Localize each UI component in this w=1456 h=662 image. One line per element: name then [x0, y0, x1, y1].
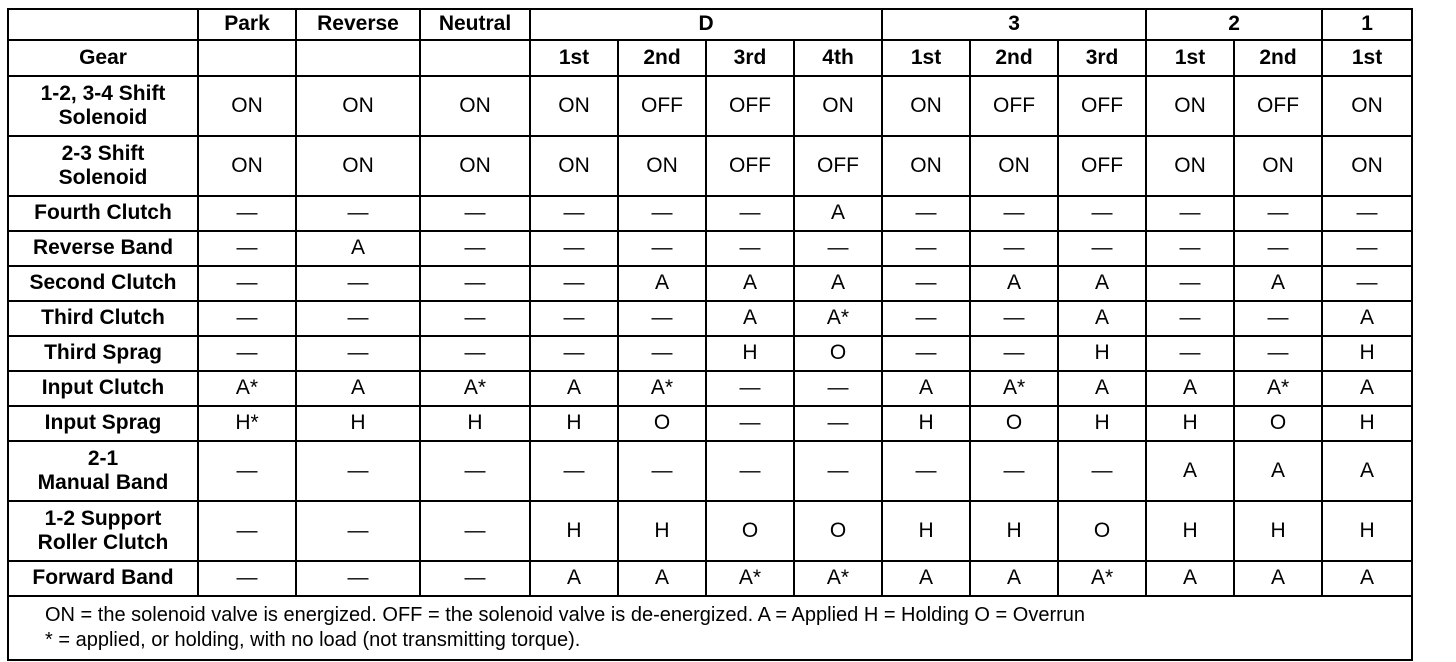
- status-cell: A: [1234, 266, 1322, 301]
- status-cell: —: [296, 561, 420, 596]
- table-row: [8, 136, 1412, 196]
- status-cell: —: [1058, 231, 1146, 266]
- status-cell: A*: [970, 371, 1058, 406]
- status-cell: ON: [296, 76, 420, 136]
- range-drive: D: [530, 9, 882, 40]
- table-row: [8, 76, 1412, 136]
- gear-cell: 3rd: [1058, 40, 1146, 76]
- row-label-line: 2-1: [87, 446, 119, 470]
- status-cell: H: [1322, 406, 1412, 441]
- table-row: [8, 406, 1412, 441]
- status-cell: H: [296, 406, 420, 441]
- legend-row: [8, 596, 1412, 660]
- status-cell: —: [530, 231, 618, 266]
- status-cell: —: [296, 266, 420, 301]
- table-row: [8, 231, 1412, 266]
- table-row: [8, 561, 1412, 596]
- status-cell: H: [1058, 336, 1146, 371]
- status-cell: A: [970, 266, 1058, 301]
- gear-cell: 4th: [794, 40, 882, 76]
- status-cell: —: [198, 336, 296, 371]
- status-cell: —: [198, 441, 296, 501]
- status-cell: H: [1322, 336, 1412, 371]
- status-cell: A: [1234, 561, 1322, 596]
- status-cell: OFF: [618, 76, 706, 136]
- status-cell: —: [618, 231, 706, 266]
- status-cell: A: [1058, 266, 1146, 301]
- gear-cell: 1st: [1146, 40, 1234, 76]
- status-cell: A: [1146, 561, 1234, 596]
- status-cell: —: [1058, 441, 1146, 501]
- status-cell: A: [296, 231, 420, 266]
- gear-cell: 3rd: [706, 40, 794, 76]
- row-label: [8, 266, 198, 301]
- status-cell: ON: [1322, 76, 1412, 136]
- status-cell: —: [198, 501, 296, 561]
- status-cell: A: [530, 561, 618, 596]
- status-cell: OFF: [794, 136, 882, 196]
- status-cell: —: [1146, 196, 1234, 231]
- status-cell: —: [198, 266, 296, 301]
- status-cell: ON: [1234, 136, 1322, 196]
- row-label: [8, 301, 198, 336]
- table-row: [8, 371, 1412, 406]
- status-cell: ON: [1146, 76, 1234, 136]
- status-cell: H: [1146, 406, 1234, 441]
- gear-cell: 2nd: [618, 40, 706, 76]
- status-cell: A: [706, 266, 794, 301]
- status-cell: O: [794, 501, 882, 561]
- status-cell: —: [296, 501, 420, 561]
- row-label-line: Input Sprag: [44, 411, 162, 435]
- status-cell: OFF: [706, 136, 794, 196]
- status-cell: —: [1234, 301, 1322, 336]
- status-cell: —: [1234, 196, 1322, 231]
- row-label-line: 2-3 Shift: [61, 141, 145, 165]
- status-cell: —: [530, 301, 618, 336]
- status-cell: H: [420, 406, 530, 441]
- status-cell: —: [296, 441, 420, 501]
- status-cell: —: [420, 266, 530, 301]
- status-cell: ON: [1146, 136, 1234, 196]
- legend-cell: [8, 596, 1412, 660]
- status-cell: ON: [420, 76, 530, 136]
- status-cell: OFF: [1058, 136, 1146, 196]
- status-cell: A: [1322, 441, 1412, 501]
- status-cell: A: [1058, 371, 1146, 406]
- status-cell: —: [882, 266, 970, 301]
- status-cell: —: [618, 441, 706, 501]
- status-cell: O: [970, 406, 1058, 441]
- status-cell: ON: [882, 136, 970, 196]
- status-cell: A: [1322, 301, 1412, 336]
- status-cell: O: [794, 336, 882, 371]
- status-cell: —: [794, 231, 882, 266]
- status-cell: H: [618, 501, 706, 561]
- status-cell: —: [198, 301, 296, 336]
- range-park: Park: [198, 9, 296, 40]
- status-cell: ON: [530, 76, 618, 136]
- status-cell: —: [618, 301, 706, 336]
- status-cell: —: [882, 196, 970, 231]
- status-cell: —: [420, 231, 530, 266]
- clutch-application-chart-container: [7, 8, 1413, 661]
- status-cell: —: [970, 336, 1058, 371]
- status-cell: A*: [618, 371, 706, 406]
- status-cell: —: [198, 196, 296, 231]
- row-label: [8, 76, 198, 136]
- status-cell: —: [530, 196, 618, 231]
- status-cell: —: [530, 336, 618, 371]
- row-label-line: Third Sprag: [44, 341, 162, 365]
- status-cell: A*: [1058, 561, 1146, 596]
- status-cell: —: [794, 371, 882, 406]
- gear-cell: 1st: [1322, 40, 1412, 76]
- status-cell: H: [530, 501, 618, 561]
- gear-cell: [296, 40, 420, 76]
- row-label: [8, 196, 198, 231]
- status-cell: —: [296, 336, 420, 371]
- status-cell: —: [1322, 196, 1412, 231]
- status-cell: A: [296, 371, 420, 406]
- status-cell: A: [1146, 371, 1234, 406]
- status-cell: ON: [530, 136, 618, 196]
- status-cell: H: [882, 501, 970, 561]
- status-cell: —: [882, 336, 970, 371]
- status-cell: A: [1322, 371, 1412, 406]
- status-cell: —: [420, 501, 530, 561]
- status-cell: —: [198, 231, 296, 266]
- status-cell: —: [794, 406, 882, 441]
- status-cell: —: [618, 336, 706, 371]
- status-cell: A: [794, 266, 882, 301]
- status-cell: —: [1322, 231, 1412, 266]
- range-2: 2: [1146, 9, 1322, 40]
- table-row: [8, 441, 1412, 501]
- status-cell: H: [706, 336, 794, 371]
- status-cell: A*: [1234, 371, 1322, 406]
- status-cell: A: [1234, 441, 1322, 501]
- row-label-line: Roller Clutch: [37, 531, 169, 554]
- status-cell: OFF: [1058, 76, 1146, 136]
- status-cell: O: [706, 501, 794, 561]
- range-neutral: Neutral: [420, 9, 530, 40]
- status-cell: —: [530, 441, 618, 501]
- table-row: [8, 501, 1412, 561]
- status-cell: —: [296, 196, 420, 231]
- status-cell: H: [1146, 501, 1234, 561]
- status-cell: OFF: [1234, 76, 1322, 136]
- row-label: [8, 231, 198, 266]
- status-cell: —: [1234, 336, 1322, 371]
- status-cell: —: [1322, 266, 1412, 301]
- table-row: [8, 301, 1412, 336]
- header-row-range: [8, 9, 1412, 40]
- status-cell: —: [970, 196, 1058, 231]
- status-cell: —: [420, 441, 530, 501]
- status-cell: —: [794, 441, 882, 501]
- status-cell: —: [530, 266, 618, 301]
- status-cell: —: [420, 301, 530, 336]
- status-cell: —: [882, 231, 970, 266]
- status-cell: O: [618, 406, 706, 441]
- row-label-line: 1-2 Support: [44, 506, 162, 530]
- status-cell: A: [794, 196, 882, 231]
- gear-label: Gear: [8, 40, 198, 76]
- status-cell: —: [296, 301, 420, 336]
- row-label-line: Solenoid: [58, 166, 148, 189]
- status-cell: ON: [198, 76, 296, 136]
- status-cell: H: [970, 501, 1058, 561]
- status-cell: —: [706, 406, 794, 441]
- status-cell: H*: [198, 406, 296, 441]
- row-label: [8, 371, 198, 406]
- status-cell: O: [1058, 501, 1146, 561]
- status-cell: ON: [970, 136, 1058, 196]
- status-cell: —: [970, 301, 1058, 336]
- status-cell: —: [1146, 266, 1234, 301]
- row-label: [8, 501, 198, 561]
- status-cell: A: [1322, 561, 1412, 596]
- status-cell: ON: [296, 136, 420, 196]
- row-label: [8, 561, 198, 596]
- range-1: 1: [1322, 9, 1412, 40]
- row-label-line: Second Clutch: [29, 271, 177, 295]
- status-cell: A: [618, 266, 706, 301]
- status-cell: ON: [1322, 136, 1412, 196]
- status-cell: A*: [198, 371, 296, 406]
- status-cell: A: [882, 561, 970, 596]
- status-cell: A: [882, 371, 970, 406]
- row-label: [8, 136, 198, 196]
- legend-line-1: ON = the solenoid valve is energized. OFF = the solenoid valve is de-energized. A = Applied H = Holding O = Overrun: [45, 604, 1086, 626]
- chart-body: [8, 76, 1412, 596]
- range-3: 3: [882, 9, 1146, 40]
- status-cell: ON: [420, 136, 530, 196]
- status-cell: —: [420, 561, 530, 596]
- gear-cell: [420, 40, 530, 76]
- status-cell: H: [1234, 501, 1322, 561]
- status-cell: —: [1146, 231, 1234, 266]
- gear-cell: 2nd: [970, 40, 1058, 76]
- status-cell: —: [882, 441, 970, 501]
- status-cell: A: [1058, 301, 1146, 336]
- row-label-line: Solenoid: [58, 106, 148, 129]
- status-cell: —: [1146, 301, 1234, 336]
- status-cell: —: [1146, 336, 1234, 371]
- gear-cell: 1st: [530, 40, 618, 76]
- status-cell: ON: [198, 136, 296, 196]
- status-cell: —: [706, 441, 794, 501]
- status-cell: —: [198, 561, 296, 596]
- status-cell: H: [1058, 406, 1146, 441]
- status-cell: A: [530, 371, 618, 406]
- row-label-line: 1-2, 3-4 Shift: [40, 81, 166, 105]
- row-label-line: Third Clutch: [41, 306, 165, 330]
- status-cell: —: [1234, 231, 1322, 266]
- range-reverse: Reverse: [296, 9, 420, 40]
- table-row: [8, 336, 1412, 371]
- status-cell: —: [420, 196, 530, 231]
- row-label-line: Manual Band: [37, 471, 169, 494]
- status-cell: ON: [618, 136, 706, 196]
- table-row: [8, 266, 1412, 301]
- status-cell: A*: [794, 301, 882, 336]
- status-cell: ON: [794, 76, 882, 136]
- row-label-line: Input Clutch: [41, 376, 165, 400]
- status-cell: A*: [794, 561, 882, 596]
- status-cell: A: [970, 561, 1058, 596]
- row-label: [8, 406, 198, 441]
- status-cell: OFF: [706, 76, 794, 136]
- table-row: [8, 196, 1412, 231]
- status-cell: A*: [706, 561, 794, 596]
- row-label: [8, 336, 198, 371]
- status-cell: H: [1322, 501, 1412, 561]
- status-cell: —: [882, 301, 970, 336]
- row-label-line: Reverse Band: [32, 236, 174, 260]
- status-cell: —: [970, 441, 1058, 501]
- status-cell: —: [970, 231, 1058, 266]
- status-cell: ON: [882, 76, 970, 136]
- status-cell: A: [706, 301, 794, 336]
- status-cell: —: [420, 336, 530, 371]
- status-cell: —: [706, 231, 794, 266]
- status-cell: —: [706, 371, 794, 406]
- status-cell: O: [1234, 406, 1322, 441]
- gear-cell: 2nd: [1234, 40, 1322, 76]
- status-cell: —: [1058, 196, 1146, 231]
- status-cell: H: [882, 406, 970, 441]
- status-cell: A: [1146, 441, 1234, 501]
- header-row-gear: [8, 40, 1412, 76]
- status-cell: OFF: [970, 76, 1058, 136]
- status-cell: —: [618, 196, 706, 231]
- legend-line-2: * = applied, or holding, with no load (not transmitting torque).: [45, 629, 581, 651]
- gear-cell: 1st: [882, 40, 970, 76]
- row-label-line: Fourth Clutch: [34, 201, 172, 225]
- status-cell: A: [618, 561, 706, 596]
- status-cell: —: [706, 196, 794, 231]
- clutch-application-chart: [7, 8, 1413, 661]
- row-label-line: Forward Band: [32, 566, 174, 590]
- status-cell: H: [530, 406, 618, 441]
- status-cell: A*: [420, 371, 530, 406]
- gear-cell: [198, 40, 296, 76]
- row-label: [8, 441, 198, 501]
- corner-cell: [8, 9, 198, 40]
